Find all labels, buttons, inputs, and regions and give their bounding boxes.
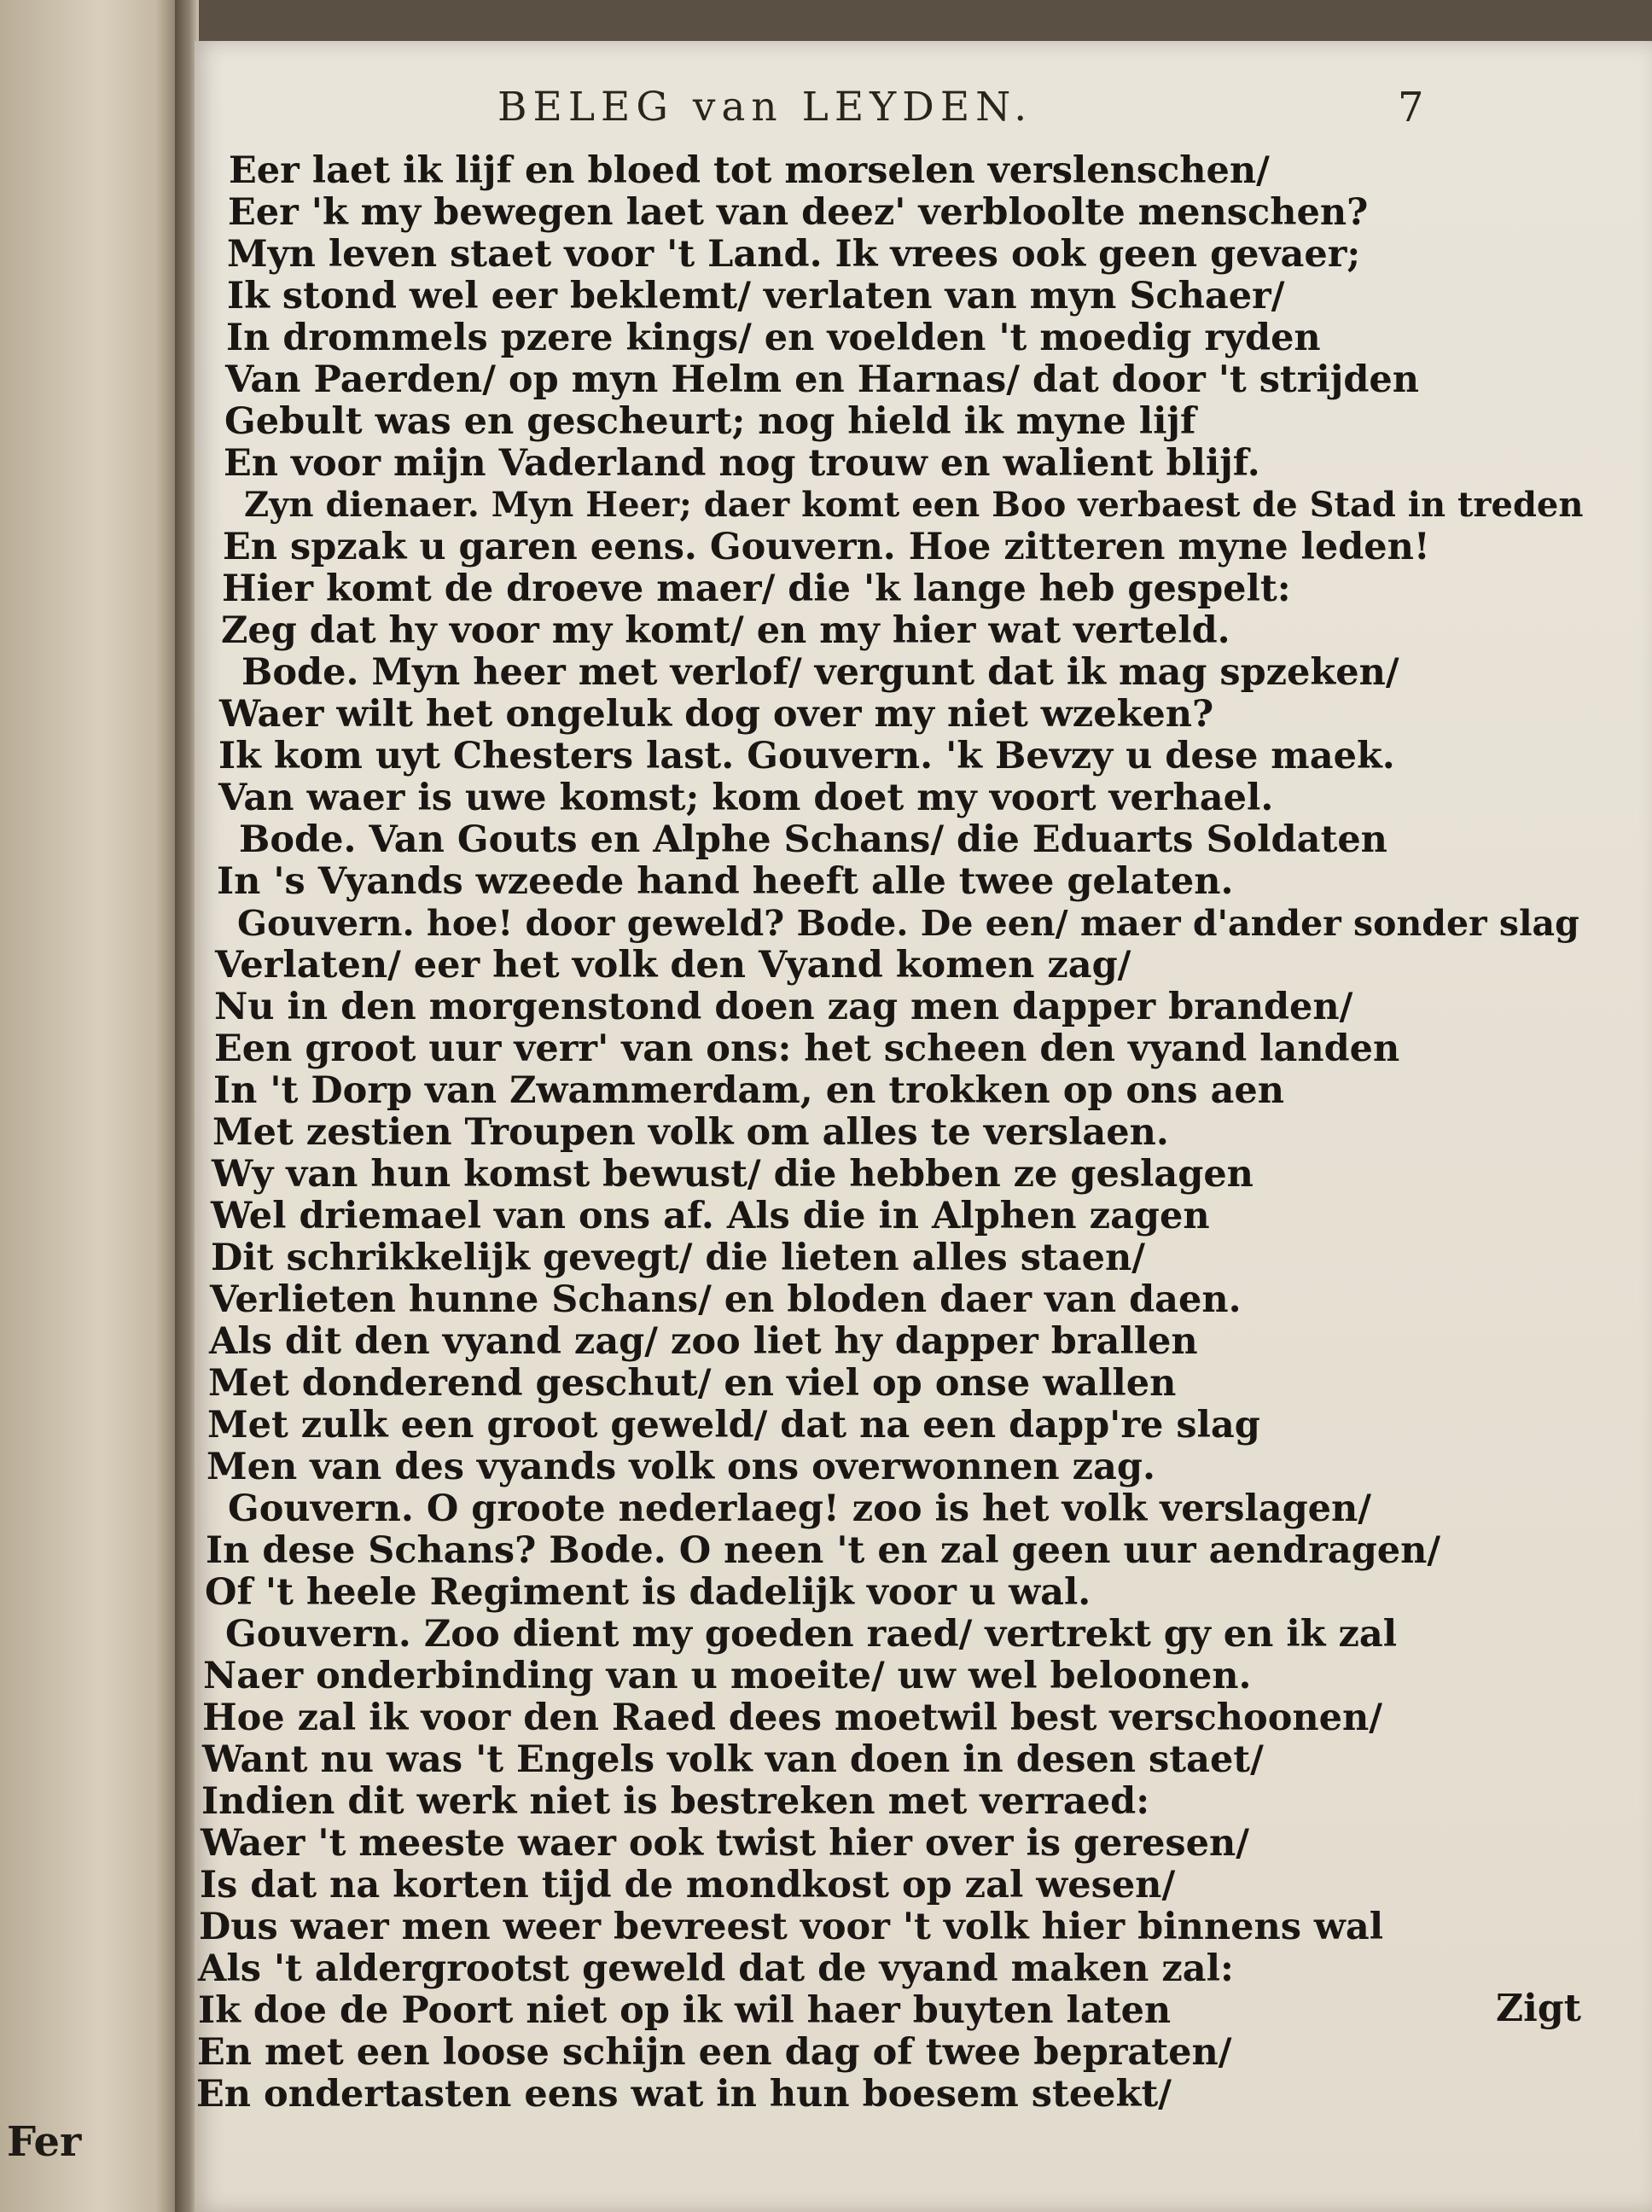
text-line: In 't Dorp van Zwammerdam, en trokken op ons aen	[213, 1069, 1285, 1112]
text-line: In 's Vyands wzeede hand heeft alle twee gelaten.	[217, 860, 1234, 903]
text-line: Als 't aldergrootst geweld dat de vyand maken zal:	[198, 1947, 1234, 1990]
text-line: Bode. Myn heer met verlof/ vergunt dat ik mag spzeken/	[241, 651, 1399, 694]
text-line: Hoe zal ik voor den Raed dees moetwil best verschoonen/	[202, 1697, 1383, 1739]
text-line: Of 't heele Regiment is dadelijk voor u wal.	[205, 1571, 1091, 1614]
page-header	[195, 84, 1652, 143]
text-line: Dit schrikkelijk gevegt/ die lieten alles staen/	[211, 1237, 1145, 1279]
text-line: Met zulk een groot geweld/ dat na een dapp're slag	[207, 1404, 1260, 1447]
text-line: Ik doe de Poort niet op ik wil haer buyten laten	[198, 1989, 1172, 2032]
text-line: Hier komt de droeve maer/ die 'k lange heb gespelt:	[222, 568, 1291, 610]
text-line: Verlaten/ eer het volk den Vyand komen zag/	[215, 944, 1131, 987]
text-line: Gouvern. hoe! door geweld? Bode. De een/ maer d'ander sonder slag	[237, 903, 1579, 944]
left-page-fragment: Fer	[7, 2118, 82, 2166]
text-line: Van waer is uwe komst; kom doet my voort verhael.	[218, 777, 1274, 819]
book-page	[195, 41, 1652, 2212]
text-line: Met zestien Troupen volk om alles te verslaen.	[212, 1111, 1169, 1154]
text-line: Als dit den vyand zag/ zoo liet hy dapper brallen	[209, 1320, 1198, 1363]
text-line: Dus waer men weer bevreest voor 't volk hier binnens wal	[199, 1906, 1384, 1948]
text-line: En spzak u garen eens. Gouvern. Hoe zitteren myne leden!	[223, 526, 1430, 568]
text-line: Bode. Van Gouts en Alphe Schans/ die Eduarts Soldaten	[239, 818, 1387, 861]
text-line: Gouvern. O groote nederlaeg! zoo is het volk verslagen/	[228, 1487, 1372, 1530]
text-line: Zyn dienaer. Myn Heer; daer komt een Boo verbaest de Stad in treden	[244, 485, 1584, 525]
text-line: In drommels pzere kings/ en voelden 't moedig ryden	[226, 317, 1321, 359]
text-line: Gouvern. Zoo dient my goeden raed/ vertrekt gy en ik zal	[225, 1613, 1398, 1656]
text-line: Wel driemael van ons af. Als die in Alphen zagen	[211, 1195, 1210, 1237]
text-line: In dese Schans? Bode. O neen 't en zal geen uur aendragen/	[206, 1529, 1441, 1572]
page-number: 7	[1398, 84, 1424, 131]
text-line: Waer 't meeste waer ook twist hier over is geresen/	[201, 1822, 1249, 1865]
text-line: En met een loose schijn een dag of twee bepraten/	[197, 2031, 1232, 2074]
text-line: Nu in den morgenstond doen zag men dapper branden/	[214, 986, 1353, 1028]
text-line: En ondertasten eens wat in hun boesem steekt/	[196, 2073, 1172, 2116]
text-line: Van Paerden/ op myn Helm en Harnas/ dat door 't strijden	[225, 358, 1420, 401]
catchword: Zigt	[1496, 1987, 1581, 2030]
text-line: Eer laet ik lijf en bloed tot morselen verslenschen/	[229, 149, 1270, 192]
text-line: Eer 'k my bewegen laet van deez' verbloolte menschen?	[228, 191, 1369, 234]
running-title: BELEG van LEYDEN.	[497, 84, 1033, 131]
text-line: Met donderend geschut/ en viel op onse wallen	[208, 1362, 1177, 1405]
text-line: Myn leven staet voor 't Land. Ik vrees ook geen gevaer;	[227, 233, 1361, 276]
left-page	[0, 0, 183, 2212]
text-line: Wy van hun komst bewust/ die hebben ze geslagen	[212, 1153, 1254, 1196]
text-line: Waer wilt het ongeluk dog over my niet wzeken?	[219, 693, 1214, 736]
text-line: Men van des vyands volk ons overwonnen zag.	[206, 1446, 1155, 1488]
text-line: Want nu was 't Engels volk van doen in desen staet/	[202, 1738, 1264, 1781]
text-line: Naer onderbinding van u moeite/ uw wel beloonen.	[203, 1655, 1252, 1697]
text-line: Verlieten hunne Schans/ en bloden daer van daen.	[210, 1278, 1242, 1321]
text-line: Gebult was en gescheurt; nog hield ik myne lijf	[224, 400, 1196, 443]
text-line: Indien dit werk niet is bestreken met verraed:	[201, 1780, 1150, 1823]
text-line: Ik kom uyt Chesters last. Gouvern. 'k Bevzy u dese maek.	[218, 735, 1395, 777]
text-line: En voor mijn Vaderland nog trouw en walient blijf.	[224, 442, 1260, 485]
text-line: Ik stond wel eer beklemt/ verlaten van myn Schaer/	[227, 275, 1285, 317]
text-line: Zeg dat hy voor my komt/ en my hier wat verteld.	[221, 609, 1230, 652]
text-line: Is dat na korten tijd de mondkost op zal wesen/	[200, 1864, 1176, 1906]
text-line: Een groot uur verr' van ons: het scheen den vyand landen	[214, 1027, 1400, 1070]
